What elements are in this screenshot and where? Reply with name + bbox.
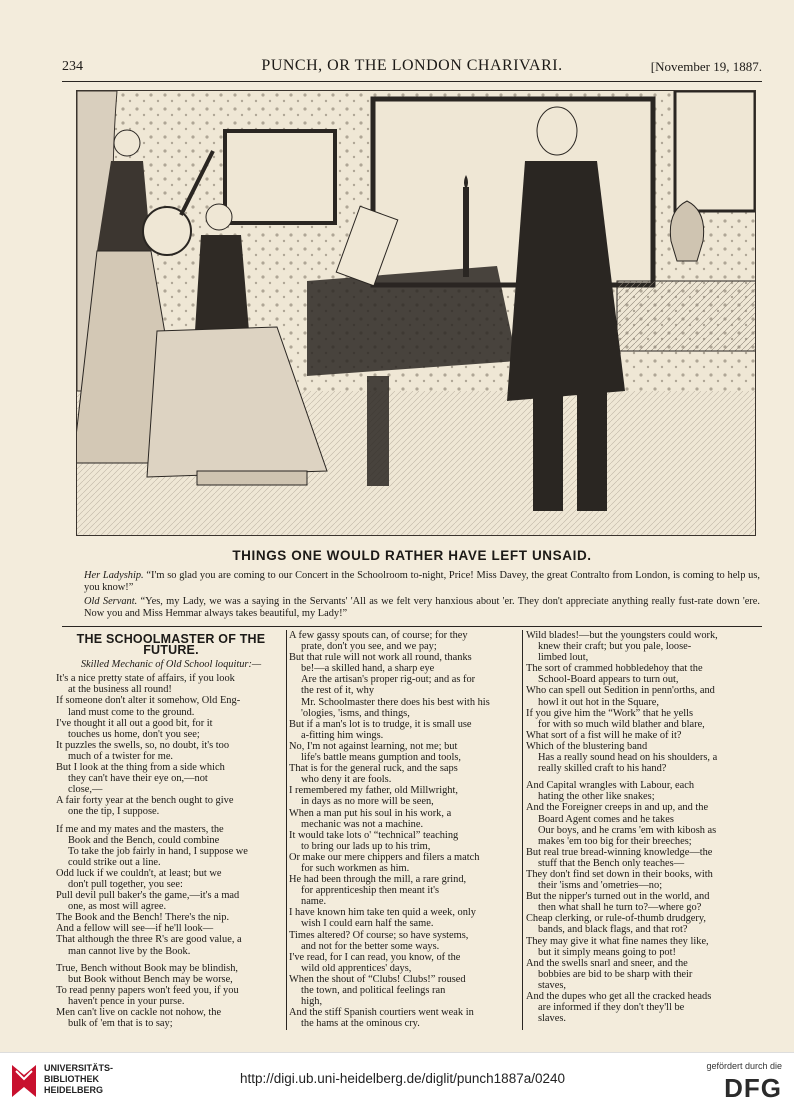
poem-line: in days as no more will be seen, [301, 796, 434, 808]
poem-line: but Book without Bench may be worse, [68, 973, 233, 985]
cartoon-illustration [76, 90, 756, 536]
poem-line: the hams at the ominous cry. [301, 1018, 420, 1030]
poem-line: the town, and political feelings ran [301, 985, 446, 996]
poem-line: That is for the general ruck, and the saps [289, 763, 458, 775]
caption-text: “Yes, my Lady, we was a saying in the Servants' 'All as we felt very hanxious about 'er. They don't appreciate anything really fust-rate down 'ere. Now you and Miss Hemmar always takes beautiful, my Lady!” [84, 596, 760, 619]
poem-column-1 [56, 630, 286, 1029]
poem-line: their 'isms and 'ometries—no; [538, 880, 663, 892]
section-divider [62, 626, 762, 627]
poem-line: That although the three R's are good value, a [56, 934, 242, 946]
poem-line: much of a twister for me. [68, 750, 174, 762]
page-header [62, 56, 762, 82]
poem-lines [56, 673, 286, 1029]
poem-line: If you give him the “Work” that he yells [526, 707, 694, 719]
poem-line: Board Agent comes and he takes [538, 813, 674, 825]
poem-line: who deny it are fools. [301, 774, 392, 786]
poem-line: To take the job fairly in hand, I suppose we [68, 845, 248, 857]
permalink-url[interactable]: http://digi.ub.uni-heidelberg.de/diglit/punch1887a/0240 [240, 1071, 566, 1086]
poem-line: howl it out hot in the Square, [538, 696, 659, 708]
poem-line: stuff that the Bench only teaches— [538, 857, 685, 869]
sponsor-label: gefördert durch die [706, 1061, 782, 1071]
poem-line: It puzzles the swells, so, no doubt, it's too [56, 739, 230, 751]
poem-line: limbed lout, [538, 652, 589, 664]
poem-line: really skilled craft to his hand? [538, 763, 667, 775]
poem-line: He had been through the mill, a rare grind, [289, 874, 467, 886]
poem-line: But if a man's lot is to trudge, it is small use [289, 718, 472, 730]
poem-line: staves, [538, 979, 566, 991]
periodical-title: PUNCH, OR THE LONDON CHARIVARI. [261, 57, 563, 74]
poem-line: to bring our lads up to his trim, [301, 840, 431, 852]
library-name-line: BIBLIOTHEK [44, 1074, 99, 1084]
poem-line: If me and my mates and the masters, the [56, 823, 224, 835]
poem-line: When the shout of “Clubs! Clubs!” roused [289, 973, 466, 985]
poem-line: at the business all round! [68, 684, 172, 696]
cartoon-title: THINGS ONE WOULD RATHER HAVE LEFT UNSAID. [232, 548, 592, 563]
poem-line: 'ologies, 'isms, and things, [301, 707, 410, 719]
poem-line: life's battle means gumption and tools, [301, 752, 462, 764]
poem-line: And the dupes who get all the cracked heads [526, 991, 712, 1002]
issue-date: [November 19, 1887. [650, 59, 762, 74]
poem-line: bobbies are bid to be sharp with their [538, 968, 693, 980]
poem-line: knew their craft; but you pale, loose- [538, 641, 692, 653]
poem-title: THE SCHOOLMASTER OF THE FUTURE. [76, 632, 266, 658]
poem-lines [289, 630, 519, 1029]
poem-line: A fair forty year at the bench ought to give [56, 795, 234, 807]
poem-line: Which of the blustering band [526, 740, 648, 752]
cartoon-drawing [77, 91, 756, 536]
poem-line: Who can spell out Sedition in penn'orths, and [526, 685, 715, 697]
poem-line: mechanic was not a machine. [301, 818, 424, 830]
poem-line: for with so much wild blather and blare, [538, 718, 705, 730]
poem-line: But the nipper's turned out in the world, and [526, 891, 710, 903]
caption-speaker: Her Ladyship. [84, 570, 144, 581]
poem-line: Are the artisan's proper rig-out; and as for [301, 674, 476, 686]
poem-line: Cheap clerking, or rule-of-thumb drudgery, [526, 913, 706, 925]
poem-line: I've thought it all out a good bit, for it [56, 717, 213, 729]
library-logo-icon[interactable] [8, 1061, 40, 1101]
poem-line: man cannot live by the Book. [68, 945, 191, 957]
caption-speaker: Old Servant. [84, 596, 138, 607]
poem-line: could strike out a line. [68, 856, 161, 868]
poem-line: Book and the Bench, could combine [68, 834, 220, 846]
poem-line: The sort of crammed hobbledehoy that the [526, 663, 703, 675]
poem-line: I've read, for I can read, you know, of the [289, 951, 461, 963]
library-name-line: HEIDELBERG [44, 1085, 104, 1095]
poem-line: don't pull together, you see: [68, 878, 183, 890]
poem-line: Pull devil pull baker's the game,—it's a mad [56, 890, 240, 902]
poem-column-2 [289, 630, 519, 1029]
poem-line: School-Board appears to turn out, [538, 674, 679, 686]
dfg-logo: DFG [724, 1073, 782, 1103]
poem-line: But real true bread-winning knowledge—the [526, 846, 713, 858]
poem-line: prate, don't you see, and we pay; [301, 641, 437, 653]
caption-old-servant [84, 596, 760, 620]
poem-line: And a fellow will see—if he'll look— [56, 923, 214, 935]
poem-line: be!—a skilled hand, a sharp eye [301, 663, 435, 675]
poem-column-3 [526, 630, 756, 1024]
poem-line: makes 'em too big for their breeches; [538, 835, 692, 847]
poem-line: high, [301, 996, 323, 1008]
poem-line: Has a really sound head on his shoulders, a [538, 752, 718, 764]
poem-line: and not for the better some ways. [301, 940, 440, 952]
page-number: 234 [62, 59, 83, 74]
caption-her-ladyship [84, 570, 760, 594]
sponsor-block[interactable] [706, 1061, 782, 1104]
poem-line: slaves. [538, 1013, 566, 1025]
poem-line: land must come to the ground. [68, 706, 195, 718]
poem-line: Men can't live on cackle not nohow, the [56, 1007, 222, 1018]
poem-line: And the Foreigner creeps in and up, and the [526, 802, 709, 814]
poem-line: But I look at the thing from a side which [56, 762, 225, 774]
caption-text: “I'm so glad you are coming to our Concert in the Schoolroom to-night, Price! Miss Davey, the great Contralto from London, is coming to help us, you know!” [84, 570, 760, 593]
poem-line: It would take lots o' “technical” teaching [289, 829, 459, 841]
poem-line: Or make our mere chippers and filers a match [289, 851, 480, 863]
poem-line: a-fitting him wings. [301, 729, 384, 741]
poem-line: To read penny papers won't feed you, if you [56, 984, 239, 996]
poem-line: Our boys, and he crams 'em with kibosh as [538, 824, 717, 836]
poem-line: bulk of 'em that is to say; [68, 1018, 173, 1030]
viewer-footer [0, 1052, 794, 1110]
poem-line: And the stiff Spanish courtiers went weak in [289, 1007, 474, 1019]
poem-line: one the tip, I suppose. [68, 806, 160, 818]
poem-line: I have known him take ten quid a week, only [289, 907, 476, 919]
poem-line: wish I could earn half the same. [301, 918, 434, 930]
poem-lines [526, 630, 756, 1024]
poem-line: but it simply means going to pot! [538, 946, 676, 958]
poem-line: wild old apprentices' days, [301, 962, 412, 974]
poem-line: haven't pence in your purse. [68, 995, 185, 1007]
poem-line: If someone don't alter it somehow, Old Eng- [56, 695, 241, 707]
poem-line: touches us home, don't you see; [68, 728, 200, 740]
column-divider [522, 630, 523, 1030]
poem-line: They may give it what fine names they like, [526, 935, 709, 947]
poem-line: the rest of it, why [301, 685, 375, 697]
poem-line: Mr. Schoolmaster there does his best with his [301, 696, 490, 708]
poem-line: The Book and the Bench! There's the nip. [56, 912, 230, 924]
poem-line: It's a nice pretty state of affairs, if you look [56, 673, 235, 685]
poem-line: one, as most will agree. [68, 901, 167, 913]
poem-line: are informed if they don't they'll be [538, 1002, 685, 1014]
poem-line: for such workmen as him. [301, 862, 410, 874]
poem-line: True, Bench without Book may be blindish, [56, 962, 239, 974]
library-name[interactable] [44, 1063, 113, 1096]
library-name-line: UNIVERSITÄTS- [44, 1063, 114, 1073]
poem-line: When a man put his soul in his work, a [289, 807, 452, 819]
poem-line: And the swells snarl and sneer, and the [526, 957, 688, 969]
poem-line: name. [301, 896, 327, 908]
poem-line: Odd luck if we couldn't, at least; but we [56, 867, 222, 879]
poem-line: But that rule will not work all round, thanks [289, 652, 472, 664]
poem-line: Times altered? Of course; so have systems, [289, 929, 469, 941]
poem-line: hating the other like snakes; [538, 791, 655, 803]
poem-line: close,— [68, 784, 103, 796]
poem-line: they can't have their eye on,—not [68, 773, 208, 785]
poem-line: Wild blades!—but the youngsters could work, [526, 630, 718, 641]
poem-line: I remembered my father, old Millwright, [289, 785, 458, 797]
poem-line: They don't find set down in their books, with [526, 868, 713, 880]
poem-line: bands, and black flags, and that rot? [538, 924, 688, 936]
column-divider [286, 630, 287, 1030]
poem-line: then what shall he turn to?—where go? [538, 902, 702, 914]
poem-line: And Capital wrangles with Labour, each [526, 780, 695, 792]
poem-subtitle: Skilled Mechanic of Old School loquitur:— [80, 659, 262, 671]
poem-line: for apprenticeship then meant it's [301, 885, 440, 897]
poem-line: A few gassy spouts can, of course; for they [289, 630, 468, 641]
poem-line: What sort of a fist will he make of it? [526, 729, 682, 741]
poem-line: No, I'm not against learning, not me; but [289, 740, 458, 752]
